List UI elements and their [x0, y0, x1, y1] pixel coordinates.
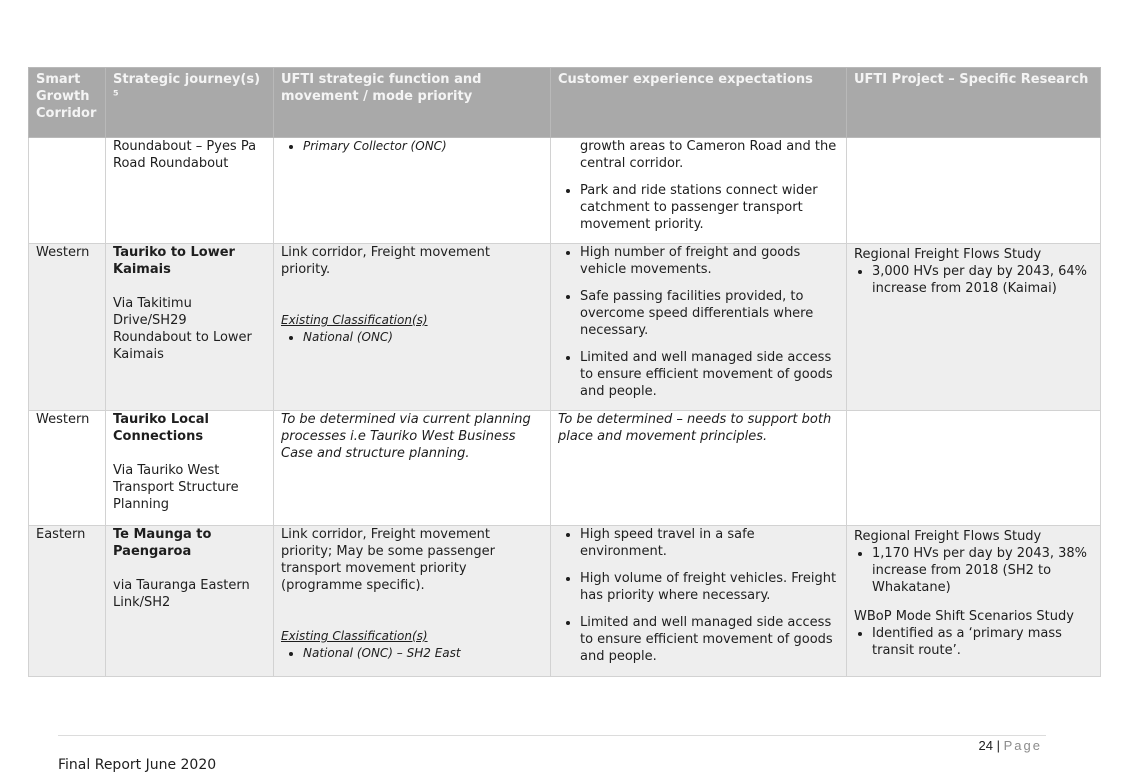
research-cell: [847, 244, 1101, 411]
footer-divider: [58, 735, 1046, 736]
journey-title: Tauriko Local Connections: [113, 412, 209, 444]
corridor-cell: Western: [29, 411, 106, 526]
research-title: Regional Freight Flows Study: [854, 529, 1042, 544]
list-item: • National (ONC) – SH2 East: [303, 645, 543, 662]
list-item: • 3,000 HVs per day by 2043, 64% increase from 2018 (Kaimai): [872, 263, 1093, 297]
experience-cell: [551, 411, 847, 526]
experience-list: [558, 138, 839, 233]
page-separator: |: [996, 738, 1000, 753]
function-cell: [274, 526, 551, 677]
corridor-table: [28, 67, 1101, 677]
list-item: • Limited and well managed side access to ensure efficient movement of goods and people.: [580, 349, 839, 400]
experience-cell: [551, 138, 847, 244]
experience-list: [558, 244, 839, 400]
header-function: UFTI strategic function and movement / mode priority: [274, 68, 551, 138]
function-cell: [274, 138, 551, 244]
research-cell: [847, 526, 1101, 677]
table-row: [29, 244, 1101, 411]
function-text: To be determined via current planning processes i.e Tauriko West Business Case and structure planning.: [281, 412, 531, 461]
function-list: [281, 138, 543, 155]
list-item: • Limited and well managed side access to ensure efficient movement of goods and people.: [580, 614, 839, 665]
list-item: growth areas to Cameron Road and the central corridor.: [580, 139, 837, 171]
journey-via: Via Takitimu Drive/SH29 Roundabout to Lower Kaimais: [113, 296, 252, 362]
journey-via: Via Tauriko West Transport Structure Planning: [113, 463, 239, 512]
corridor-cell: Eastern: [29, 526, 106, 677]
journey-via: via Tauranga Eastern Link/SH2: [113, 578, 250, 610]
header-corridor: Smart Growth Corridor: [29, 68, 106, 138]
research-title: Regional Freight Flows Study: [854, 247, 1042, 262]
list-item: • High volume of freight vehicles. Freight has priority where necessary.: [580, 570, 839, 604]
table-row: [29, 411, 1101, 526]
research-list: [854, 263, 1093, 297]
research-title: WBoP Mode Shift Scenarios Study: [854, 609, 1074, 624]
header-journey: Strategic journey(s) ⁵: [106, 68, 274, 138]
list-item: • Park and ride stations connect wider catchment to passenger transport movement priority.: [580, 182, 839, 233]
function-cell: [274, 411, 551, 526]
list-item: • High speed travel in a safe environment.: [580, 526, 839, 560]
page-number: [979, 738, 1042, 753]
header-experience: Customer experience expectations: [551, 68, 847, 138]
journey-cell: [106, 411, 274, 526]
journey-cell: [106, 138, 274, 244]
table-row: [29, 138, 1101, 244]
function-list: [281, 645, 543, 662]
research-list: [854, 625, 1093, 659]
list-item: • 1,170 HVs per day by 2043, 38% increase from 2018 (SH2 to Whakatane): [872, 545, 1093, 596]
header-row: [29, 68, 1101, 138]
list-item: • Identified as a ‘primary mass transit route’.: [872, 625, 1093, 659]
function-cell: [274, 244, 551, 411]
list-item: • Primary Collector (ONC): [303, 138, 543, 155]
research-list: [854, 545, 1093, 596]
header-research: UFTI Project – Specific Research: [847, 68, 1101, 138]
function-text: Link corridor, Freight movement priority.: [281, 245, 490, 277]
journey-cell: [106, 244, 274, 411]
function-text: Link corridor, Freight movement priority; May be some passenger transport movement priority (programme specific).: [281, 527, 495, 593]
corridor-cell: [29, 138, 106, 244]
list-item: • National (ONC): [303, 329, 543, 346]
page-word: Page: [1003, 738, 1042, 753]
function-list: [281, 329, 543, 346]
page-number-value: 24: [978, 738, 993, 753]
experience-cell: [551, 526, 847, 677]
classification-label: Existing Classification(s): [281, 313, 428, 327]
experience-text: To be determined – needs to support both place and movement principles.: [558, 412, 832, 444]
report-date: Final Report June 2020: [58, 757, 217, 773]
corridor-cell: Western: [29, 244, 106, 411]
research-cell: [847, 138, 1101, 244]
list-item: • Safe passing facilities provided, to overcome speed differentials where necessary.: [580, 288, 839, 339]
experience-list: [558, 526, 839, 665]
journey-text: Roundabout – Pyes Pa Road Roundabout: [113, 139, 257, 171]
experience-cell: [551, 244, 847, 411]
research-cell: [847, 411, 1101, 526]
table-row: [29, 526, 1101, 677]
journey-title: Te Maunga to Paengaroa: [113, 527, 212, 559]
journey-cell: [106, 526, 274, 677]
journey-title: Tauriko to Lower Kaimais: [113, 245, 235, 277]
classification-label: Existing Classification(s): [281, 629, 428, 643]
list-item: • High number of freight and goods vehicle movements.: [580, 244, 839, 278]
